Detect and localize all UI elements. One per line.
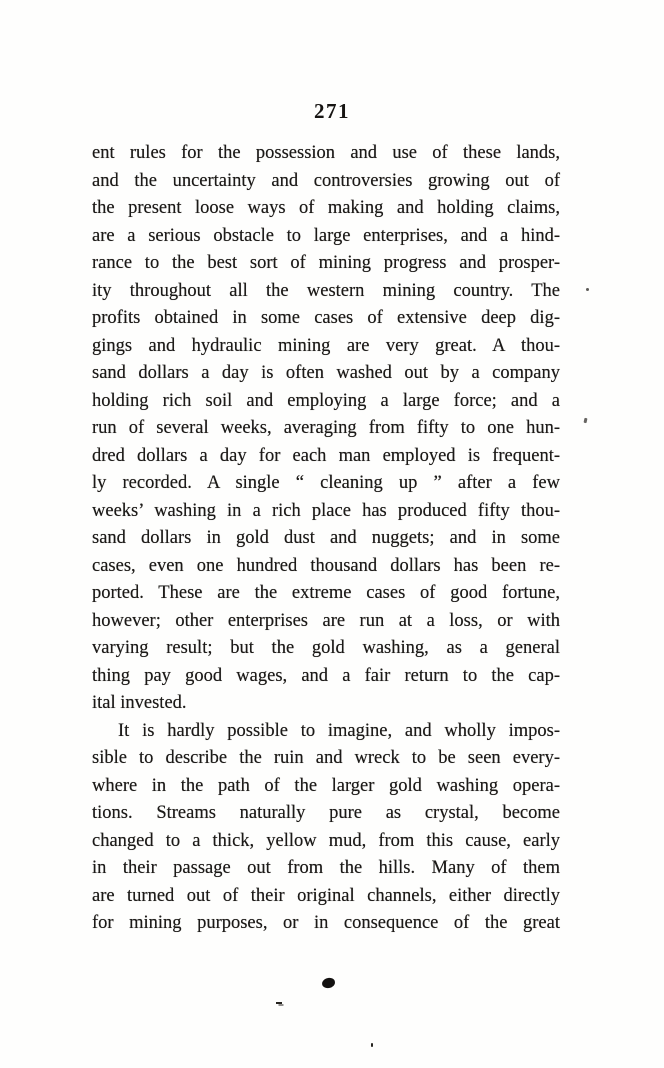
text-line: ent rules for the possession and use of these lands, [92,143,560,163]
ink-speck-artifact [371,1043,373,1047]
text-line: run of several weeks, averaging from fifty to one hun- [92,418,560,438]
text-line: cases, even one hundred thousand dollars has been re- [92,555,560,576]
text-line: profits obtained in some cases of extensive deep dig- [92,308,560,328]
page-number: 271 [314,99,350,123]
text-line: ported. These are the extreme cases of good fortune, [92,583,560,603]
text-line: however; other enterprises are run at a loss, or with [92,610,560,631]
text-line: holding rich soil and employing a large force; and a [92,390,560,411]
text-line: sand dollars in gold dust and nuggets; and in some [92,528,560,548]
text-line: in their passage out from the hills. Many of them [92,858,560,878]
text-line: are turned out of their original channels, either directly [92,885,560,906]
text-line: sand dollars a day is often washed out by a company [92,363,560,383]
text-line: rance to the best sort of mining progress and prosper- [92,253,560,273]
text-line: ly recorded. A single “ cleaning up ” after a few [92,473,560,493]
text-line: thing pay good wages, and a fair return to the cap- [92,665,560,686]
text-line: are a serious obstacle to large enterprises, and a hind- [92,225,560,246]
text-line: changed to a thick, yellow mud, from this cause, early [92,830,560,851]
text-line: for mining purposes, or in consequence of the great [92,913,560,933]
text-line: and the uncertainty and controversies growing out of [92,170,560,191]
text-line-paragraph-start: It is hardly possible to imagine, and wholly impos- [118,720,560,741]
text-line: sible to describe the ruin and wreck to be seen every- [92,748,560,768]
body-text [92,140,560,938]
text-line: gings and hydraulic mining are very great. A thou- [92,335,560,356]
text-line: the present loose ways of making and holding claims, [92,198,560,218]
ink-blot-ornament [321,977,335,989]
text-line: varying result; but the gold washing, as a general [92,638,560,658]
text-line: where in the path of the larger gold washing opera- [92,775,560,796]
text-line: ity throughout all the western mining country. The [92,280,560,301]
text-line: dred dollars a day for each man employed is frequent- [92,445,560,466]
ink-speck-artifact [584,418,588,424]
ink-speck-artifact [586,288,589,291]
text-line: weeks’ washing in a rich place has produced fifty thou- [92,500,560,521]
ink-speck-artifact [276,1002,282,1004]
text-line-paragraph-end: ital invested. [92,693,187,713]
text-line: tions. Streams naturally pure as crystal, become [92,803,560,823]
